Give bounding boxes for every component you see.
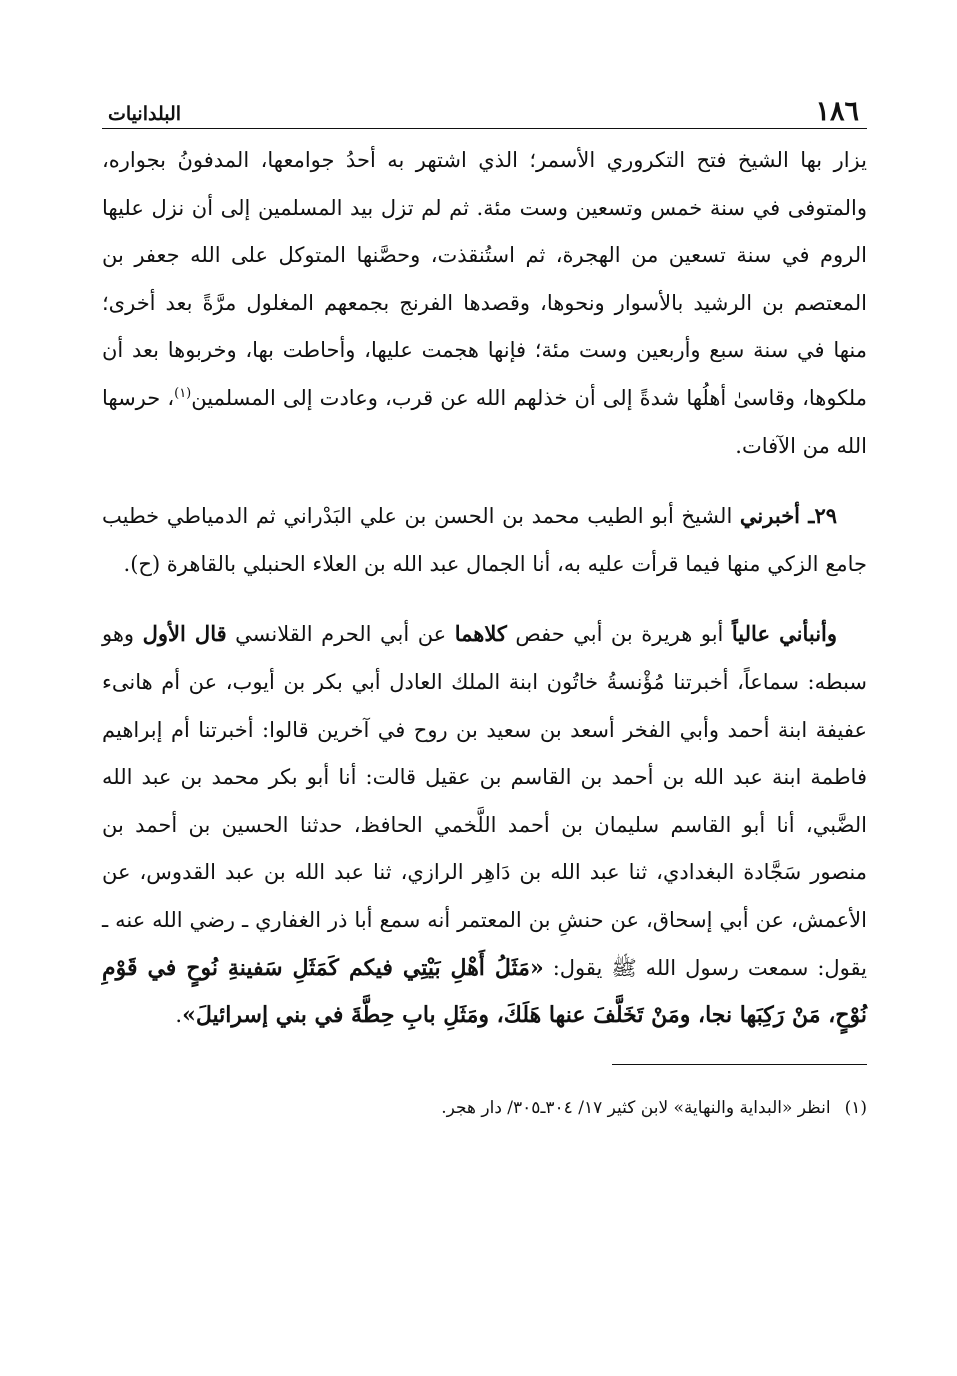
footnote-marker: (١) (174, 385, 192, 401)
paragraph-end: . (175, 1003, 183, 1028)
paragraph-text-end: ، حرسها الله من الآفات. (102, 385, 867, 458)
page-header (102, 88, 867, 129)
isnad-text-1: أبو هريرة بن أبي حفص (506, 622, 732, 647)
bold-kilahuma: كلاهما (454, 621, 507, 647)
isnad-text-3: وهو سبطه: سماعاً، أخبرتنا مُؤْنسةُ خاتُون ابنة الملك العادل أبي بكر بن أيوب، عن أم هانىء عفيفة ابنة أحمد وأبي الفخر أسعد بن سعيد بن روح في آخرين قالوا: أخبرتنا أم إبراهيم فاطمة ابنة عبد الله بن أحمد بن القاسم بن عقيل قالت: أنا أبو بكر محمد بن عبد الله الضَّبي، أنا أبو القاسم سليمان بن أحمد اللَّخمي الحافظ، حدثنا الحسين بن أحمد بن منصور سَجَّادة البغدادي، ثنا عبد الله بن دَاهِر الرازي، ثنا عبد الله بن عبد القدوس، عن الأعمش، عن أبي إسحاق، عن حنشِ بن المعتمر أنه سمع أبا ذر الغفاري ـ رضي الله عنه ـ يقول: سمعت رسول الله ﷺ يقول: (102, 622, 867, 980)
footnote-text: انظر «البداية والنهاية» لابن كثير ١٧/ ٣٠٤ـ٣٠٥/ دار هجر. (441, 1097, 831, 1118)
anbaani-lead: وأنبأني عالياً (731, 621, 838, 647)
footnote (102, 1093, 867, 1123)
hadith-number-lead: ٢٩ـ أخبرني (739, 503, 837, 529)
footnote-number: (١) (844, 1097, 867, 1118)
paragraph-isnad-and-hadith (102, 610, 867, 1039)
paragraph-hadith-29 (102, 492, 867, 588)
running-title: البلدانيات (108, 103, 182, 125)
isnad-text: الشيخ أبو الطيب محمد بن الحسن بن علي البَدْراني ثم الدمياطي خطيب جامع الزكي منها فيما قرأت عليه به، أنا الجمال عبد الله بن العلاء الحنبلي بالقاهرة (ح). (102, 504, 867, 576)
paragraph-city-history (102, 137, 867, 470)
bold-qal-al-awwal: قال الأول (142, 621, 227, 647)
page-number: ١٨٦ (815, 96, 859, 127)
book-page (102, 88, 867, 1123)
footnote-divider (612, 1064, 867, 1065)
hadith-text: «مَثَلُ أَهْلِ بَيْتِي فيكم كَمَثَلِ سَفينةِ نُوحٍ في قَوْمِ نُوْحٍ، مَنْ رَكِبَها نجا، ومَنْ تَخَلَّفَ عنها هَلَكَ، ومَثَلِ بابِ حِطَّةَ في بني إسرائيلَ» (102, 954, 867, 1029)
paragraph-text: يزار بها الشيخ فتح التكروري الأسمر؛ الذي اشتهر به أحدُ جوامعها، المدفونُ بجواره، والمتوفى في سنة خمس وتسعين وست مئة. ثم لم تزل بيد المسلمين إلى أن نزل عليها الروم في سنة تسعين من الهجرة، ثم استُنقذت، وحصَّنها المتوكل على الله جعفر بن المعتصم بن الرشيد بالأسوار ونحوها، وقصدها الفرنج بجمعهم المغلول مرَّةً بعد أخرى؛ منها في سنة سبع وأربعين وست مئة؛ فإنها هجمت عليها، وأحاطت بها، وخربوها بعد أن ملكوها، وقاسىٰ أهلُها شدةً إلى أن خذلهم الله عن قرب، وعادت إلى المسلمين (102, 148, 867, 410)
isnad-text-2: عن أبي الحرم القلانسي (226, 622, 455, 647)
